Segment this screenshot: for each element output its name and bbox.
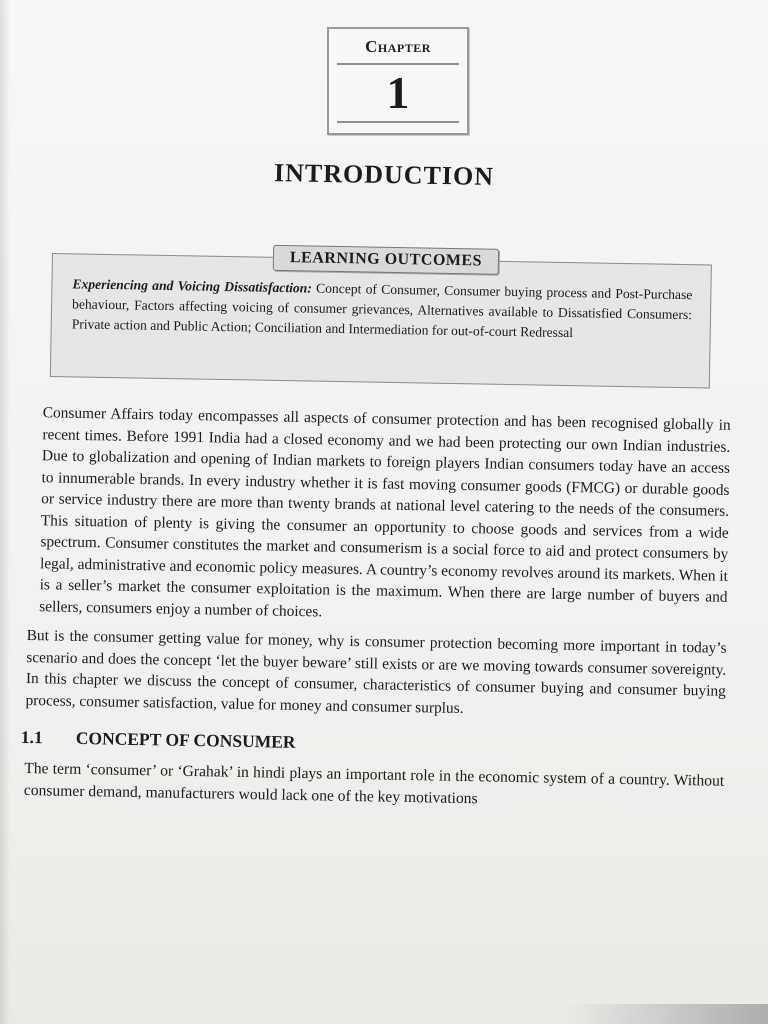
- chapter-box: [327, 27, 469, 135]
- learning-outcomes-box: [50, 249, 712, 388]
- chapter-title: INTRODUCTION: [273, 158, 495, 191]
- learning-outcomes-tab: LEARNING OUTCOMES: [273, 245, 499, 275]
- paragraph-2: But is the consumer getting value for money, why is consumer protection becoming more important in today’s scenario and does the concept ‘let the buyer beware’ still exists or are we moving towards consumer sovereignty. In this chapter we discuss the concept of consumer, characteristics of consumer buying and consumer buying process, consumer satisfaction, value for money and consumer surplus.: [25, 626, 727, 717]
- chapter-rule-top: [337, 63, 459, 65]
- learning-outcomes-text: [72, 274, 693, 345]
- body-text: [20, 402, 731, 814]
- learning-outcomes-heading: Experiencing and Voicing Dissatisfaction:: [72, 276, 312, 296]
- section-title: CONCEPT OF CONSUMER: [75, 727, 296, 752]
- section-heading: [20, 726, 725, 761]
- chapter-label: Chapter: [365, 37, 431, 56]
- chapter-number: 1: [386, 67, 410, 118]
- paragraph-3: The term ‘consumer’ or ‘Grahak’ in hindi plays an important role in the economic system of a country. Without consumer demand, manufacturers would lack one of the key motivations: [23, 759, 725, 807]
- page-edge-shadow: [568, 1004, 768, 1024]
- paragraph-1: Consumer Affairs today encompasses all aspects of consumer protection and has been recognised globally in recent times. Before 1991 India had a closed economy and we had been protecting our own Indian industries. Due to globalization and opening of Indian markets to foreign players Indian consumers today have an access to innumerable brands. In every industry whether it is fast moving consumer goods (FMCG) or durable goods or service industry there are more than twenty brands at national level catering to the needs of the consumers. This situation of plenty is giving the consumer an opportunity to choose goods and services from a wide spectrum. Consumer constitutes the market and consumerism is a social force to aid and protect consumers by legal, administrative and economic policy measures. A country’s economy revolves around its markets. When it is a seller’s market the consumer exploitation is the maximum. When there are large number of buyers and sellers, consumers enjoy a number of choices.: [39, 404, 731, 620]
- chapter-rule-bottom: [337, 121, 459, 123]
- learning-outcomes-body: Concept of Consumer, Consumer buying process and Post-Purchase behaviour, Factors affecting voicing of consumer grievances, Alternatives available to Dissatisfied Consumers: Private action and Public Action; Conciliation and Intermediation for out-of-court Redressal: [71, 280, 693, 341]
- section-number: 1.1: [20, 726, 43, 748]
